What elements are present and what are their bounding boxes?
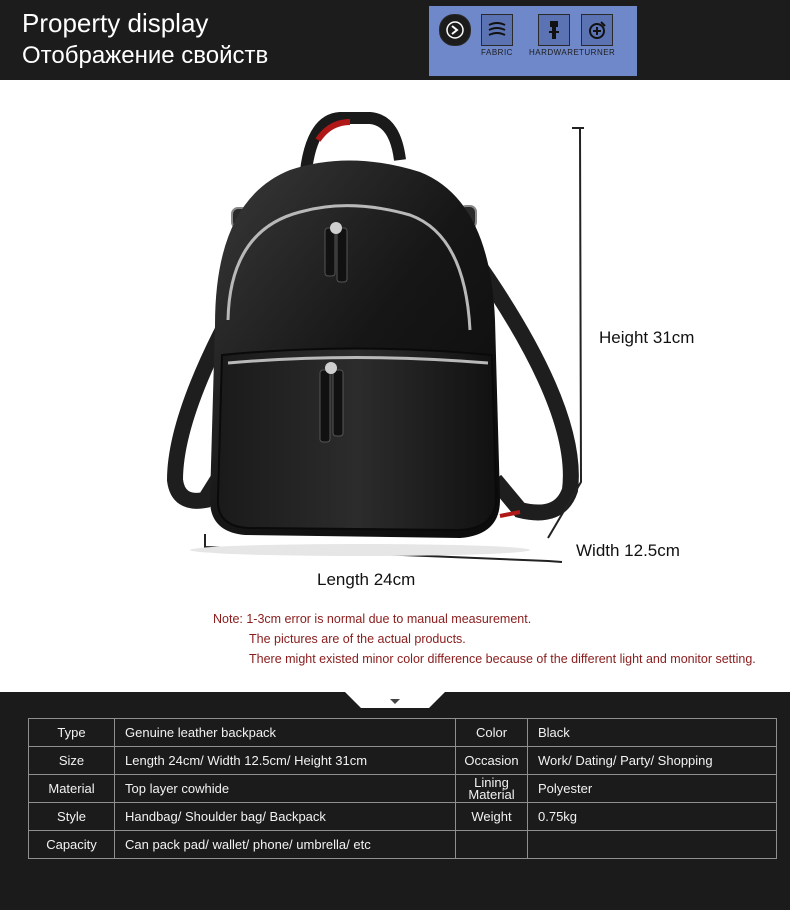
hardware-icon [538,14,570,46]
table-row [29,831,777,859]
spec-value: Black [528,719,777,747]
spec-value: Length 24cm/ Width 12.5cm/ Height 31cm [115,747,456,775]
spec-value: 0.75kg [528,803,777,831]
page-header [0,0,790,80]
spec-value: Genuine leather backpack [115,719,456,747]
spec-value: Top layer cowhide [115,775,456,803]
arrow-icon [439,14,471,46]
spec-label: Type [29,719,115,747]
fabric-icon [481,14,513,46]
chevron-down-icon [390,699,400,704]
length-label: Length 24cm [317,570,416,589]
turner-icon [581,14,613,46]
table-row [29,719,777,747]
spec-label [456,831,528,859]
spec-label: Occasion [456,747,528,775]
feature-turner: TURNER [579,14,615,57]
feature-arrow [439,14,471,48]
spec-label: Style [29,803,115,831]
specification-section [0,692,790,910]
spec-value [528,831,777,859]
backpack-image [0,80,790,692]
title-russian: Отображение свойств [22,42,269,69]
spec-value: Handbag/ Shoulder bag/ Backpack [115,803,456,831]
table-row [29,803,777,831]
spec-label: Size [29,747,115,775]
spec-label: Color [456,719,528,747]
spec-value: Can pack pad/ wallet/ phone/ umbrella/ etc [115,831,456,859]
feature-fabric: FABRIC [481,14,513,57]
spec-value: Polyester [528,775,777,803]
spec-label: Weight [456,803,528,831]
spec-table [28,718,777,859]
spec-label: Capacity [29,831,115,859]
spec-label: Material [29,775,115,803]
height-label: Height 31cm [599,328,695,347]
product-display [0,80,790,692]
note-line-1: Note: 1-3cm error is normal due to manual measurement. [213,612,532,626]
title-english: Property display [22,8,209,38]
table-row [29,775,777,803]
note-line-3: There might existed minor color difference because of the different light and monitor setting. [249,652,756,666]
feature-icons-panel [429,6,637,76]
width-label: Width 12.5cm [576,541,680,560]
spec-label: Lining Material [456,775,528,803]
spec-value: Work/ Dating/ Party/ Shopping [528,747,777,775]
table-row [29,747,777,775]
note-line-2: The pictures are of the actual products. [249,632,466,646]
feature-hardware: HARDWARE [529,14,579,57]
